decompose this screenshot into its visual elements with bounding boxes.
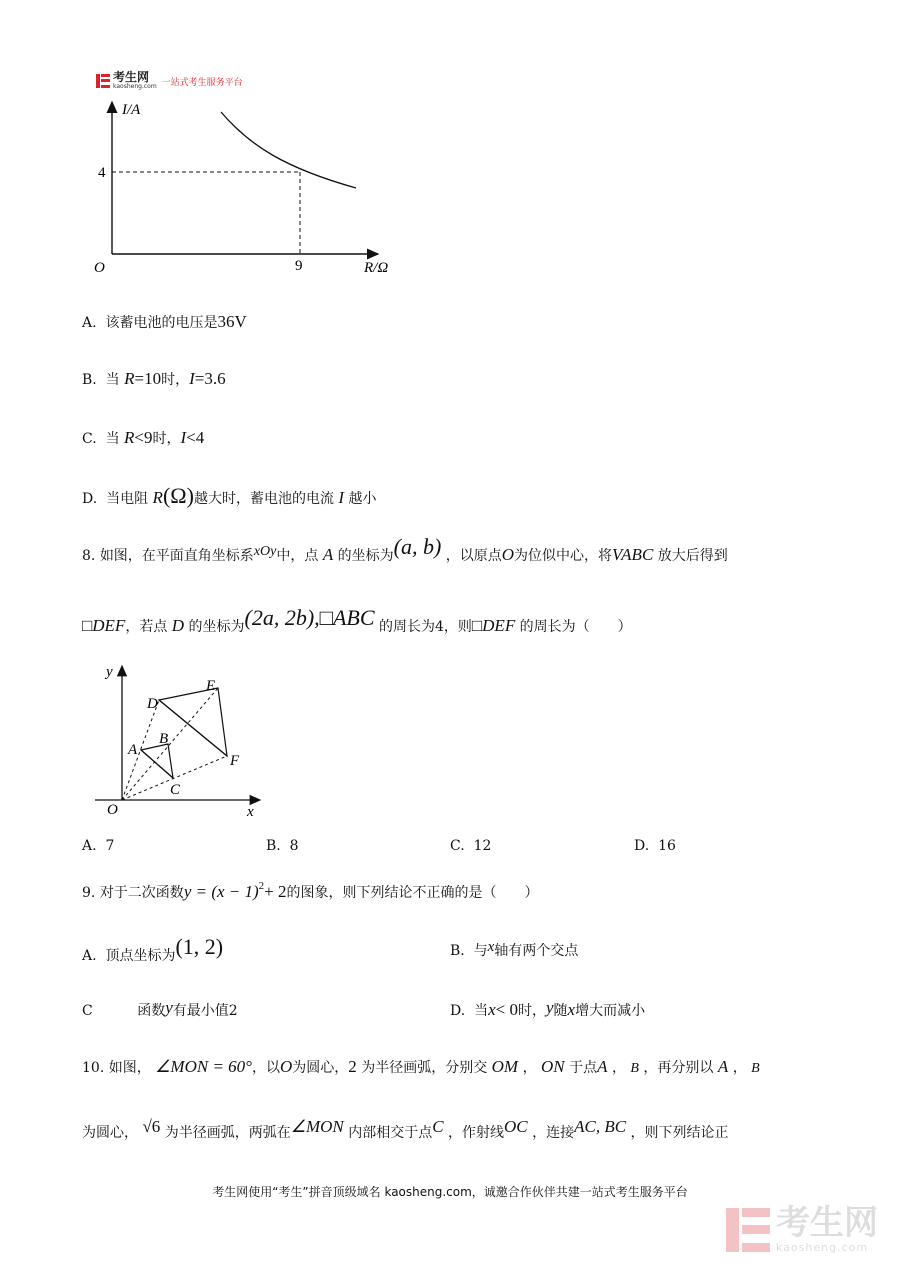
marked-y-value: 4 [98, 165, 106, 181]
q9-option-b: B. 与x轴有两个交点 [450, 939, 579, 959]
point-c-label: C [170, 782, 181, 798]
q9-option-d: D. 当x< 0时，y随x增大而减小 [450, 998, 646, 1019]
q8-stem-line1: 8. 如图，在平面直角坐标系xOy中，点 A 的坐标为(a, b) ，以原点O为位似中心，将VABC 放大后得到 [82, 534, 728, 564]
fig-origin-label: O [107, 802, 118, 818]
point-b-label: B [159, 731, 169, 747]
fig-y-label: y [106, 664, 113, 680]
q8-option-b: B. 8 [266, 838, 299, 854]
q7-option-d: D. 当电阻 R(Ω)越大时，蓄电池的电流 I 越小 [82, 483, 377, 508]
fig-x-label: x [247, 804, 254, 818]
q8-stem-line2: □DEF，若点 D 的坐标为(2a, 2b),□ABC 的周长为4，则□DEF 的周长为（ ） [82, 605, 632, 635]
inverse-curve [221, 112, 356, 188]
q10-stem-line1: 10. 如图， ∠MON = 60°，以O为圆心，2 为半径画弧，分别交 OM ， ON 于点A ， B ，再分别以 A ， B [82, 1057, 760, 1076]
q8-option-d: D. 16 [634, 838, 676, 854]
brand-domain: kaosheng.com [113, 83, 157, 90]
point-e-label: E [206, 678, 216, 694]
page-footer: 考生网使用“考生”拼音顶级域名 kaosheng.com，诚邀合作伙伴共建一站式考生服务平台 [212, 1185, 688, 1199]
watermark-logo [726, 1205, 878, 1254]
q10-stem-line2: 为圆心， √6 为半径画弧，两弧在∠MON 内部相交于点C ，作射线OC ，连接AC, BC ，则下列结论正 [82, 1117, 729, 1141]
q9-option-a: A. 顶点坐标为(1, 2) [82, 934, 224, 964]
x-axis-label: R/Ω [364, 260, 389, 276]
marked-x-value: 9 [295, 258, 303, 274]
current-resistance-graph [80, 90, 410, 290]
similar-triangles-figure [85, 658, 270, 818]
point-f-label: F [230, 753, 240, 769]
y-axis-label: I/A [122, 102, 141, 118]
point-d-label: D [147, 696, 158, 712]
q8-option-c: C. 12 [450, 838, 492, 854]
watermark-name: 考生网 [776, 1203, 878, 1243]
q9-option-c: C 函数y有最小值2 [82, 998, 238, 1019]
q7-option-b: B. 当 R=10时，I=3.6 [82, 369, 226, 388]
brand-logo-icon [96, 74, 110, 88]
q8-option-a: A. 7 [82, 838, 115, 854]
brand-name: 考生网 [113, 70, 150, 84]
watermark-logo-icon [726, 1208, 770, 1252]
watermark-domain: kaosheng.com [776, 1241, 869, 1254]
q7-option-c: C. 当 R<9时，I<4 [82, 428, 205, 447]
header-logo [96, 72, 243, 90]
q9-stem: 9. 对于二次函数$y = (x - 1)^2+ 2$的图象，则下列结论不正确的是（ ） [82, 880, 539, 901]
point-a-label: A [128, 742, 138, 758]
q7-option-a: A. 该蓄电池的电压是36V [82, 312, 247, 331]
triangle-def [159, 688, 227, 756]
origin-label: O [94, 260, 105, 276]
brand-slogan: 一站式考生服务平台 [161, 77, 243, 88]
